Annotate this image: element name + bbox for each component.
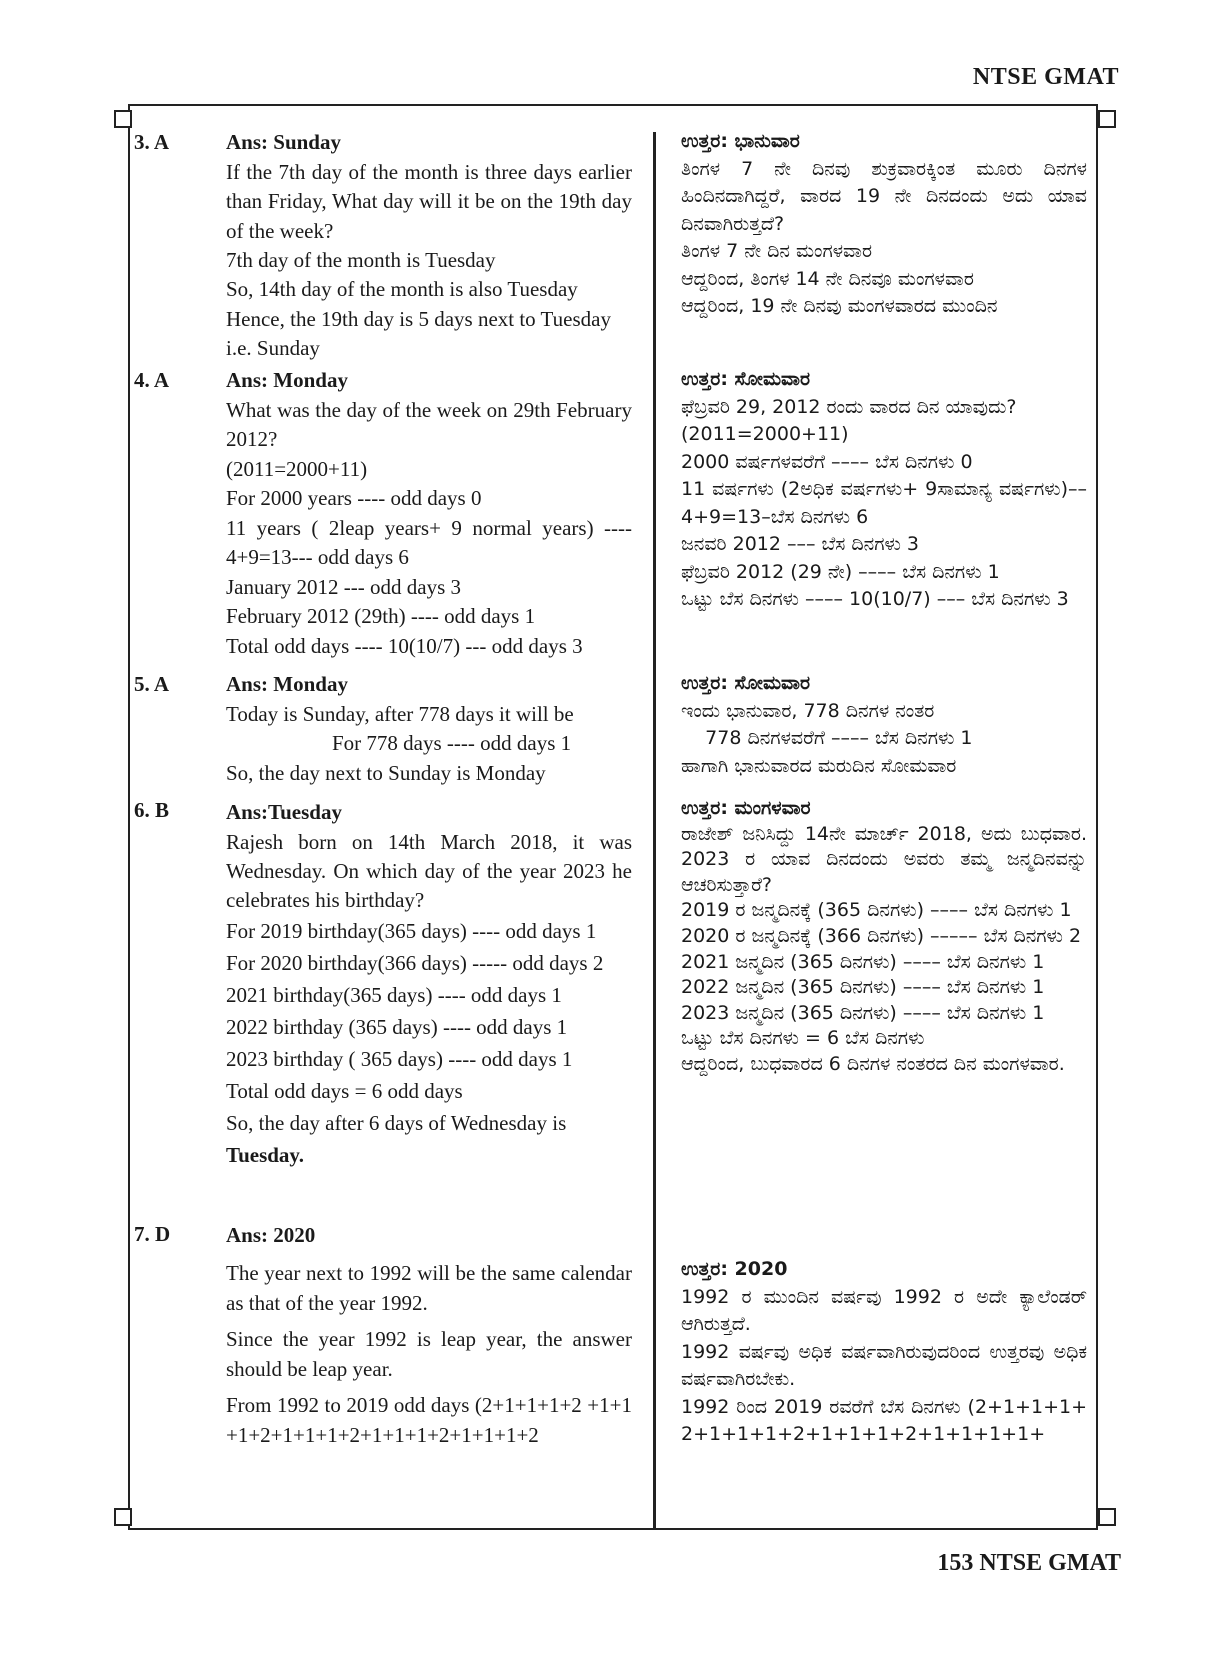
kannada-solution-line: ಆದ್ದರಿಂದ, 19 ನೇ ದಿನವು ಮಂಗಳವಾರದ ಮುಂದಿನ	[681, 295, 998, 317]
solution-line: February 2012 (29th) ---- odd days 1	[226, 604, 536, 628]
kannada-answer-3	[681, 128, 1087, 366]
kannada-solution-line: ಜನವರಿ 2012 ––– ಬೆಸ ದಿನಗಳು 3	[681, 533, 920, 555]
page-header: NTSE GMAT	[972, 64, 1119, 90]
solution-line: 7th day of the month is Tuesday	[226, 247, 496, 272]
kannada-answer-4	[681, 366, 1087, 670]
kannada-answer-6	[681, 796, 1087, 1256]
solution-line: Total odd days = 6 odd days	[226, 1079, 463, 1103]
answer-heading: Ans: Monday	[226, 672, 348, 696]
kannada-solution-line: (2011=2000+11)	[681, 423, 849, 445]
question-number: 5. A	[134, 672, 170, 696]
kannada-solution-line: 2020 ರ ಜನ್ಮದಿನಕ್ಕೆ (366 ದಿನಗಳು) ––––– ಬೆಸ ದಿನಗಳು 2	[681, 924, 1082, 947]
kannada-question-text: ಇಂದು ಭಾನುವಾರ, 778 ದಿನಗಳ ನಂತರ	[681, 699, 935, 722]
solution-line: (2011=2000+11)	[226, 456, 368, 481]
frame-corner-ornament	[1098, 1508, 1116, 1526]
kannada-solution-line: ಆದ್ದರಿಂದ, ಬುಧವಾರದ 6 ದಿನಗಳ ನಂತರದ ದಿನ ಮಂಗಳವಾರ.	[681, 1052, 1065, 1075]
english-column	[134, 128, 632, 1450]
question-5	[134, 670, 632, 796]
kannada-answer-5	[681, 670, 1087, 796]
question-text: What was the day of the week on 29th February 2012?	[226, 397, 632, 451]
solution-line: i.e. Sunday	[226, 336, 320, 360]
kannada-solution-line: 1992 ವರ್ಷವು ಅಧಿಕ ವರ್ಷವಾಗಿರುವುದರಿಂದ ಉತ್ತರವು ಅಧಿಕ ವರ್ಷವಾಗಿರಬೇಕು.	[681, 1340, 1087, 1390]
solution-line: For 2019 birthday(365 days) ---- odd days 1	[226, 919, 597, 943]
kannada-answer-heading: ಉತ್ತರ: ಸೋಮವಾರ	[681, 368, 811, 390]
kannada-solution-line: 2022 ಜನ್ಮದಿನ (365 ದಿನಗಳು) –––– ಬೆಸ ದಿನಗಳು 1	[681, 976, 1045, 999]
kannada-solution-line: ತಿಂಗಳ 7 ನೇ ದಿನ ಮಂಗಳವಾರ	[681, 240, 873, 262]
question-number: 3. A	[134, 130, 170, 154]
column-divider	[653, 132, 656, 1528]
kannada-solution-line: 1992 ರ ಮುಂದಿನ ವರ್ಷವು 1992 ರ ಅದೇ ಕ್ಯಾಲೆಂಡರ್ ಆಗಿರುತ್ತದೆ.	[681, 1285, 1087, 1335]
kannada-solution-line: ಫೆಬ್ರವರಿ 2012 (29 ನೇ) –––– ಬೆಸ ದಿನಗಳು 1	[681, 560, 1000, 583]
solution-line: For 778 days ---- odd days 1	[332, 731, 572, 755]
question-text: If the 7th day of the month is three days earlier than Friday, What day will it be on the 19th day of the week?	[226, 159, 632, 243]
solution-conclusion: Tuesday.	[226, 1143, 305, 1167]
kannada-solution-line: 11 ವರ್ಷಗಳು (2ಅಧಿಕ ವರ್ಷಗಳು+ 9ಸಾಮಾನ್ಯ ವರ್ಷಗಳು)––4+9=13–ಬೆಸ ದಿನಗಳು 6	[681, 478, 1087, 528]
question-text: Today is Sunday, after 778 days it will be	[226, 701, 574, 726]
solution-line: January 2012 --- odd days 3	[226, 574, 462, 599]
solution-line: 2023 birthday ( 365 days) ---- odd days 1	[226, 1047, 573, 1071]
solution-line: Total odd days ---- 10(10/7) --- odd days 3	[226, 633, 583, 658]
kannada-answer-heading: ಉತ್ತರ: ಸೋಮವಾರ	[681, 672, 811, 694]
solution-line: Since the year 1992 is leap year, the answer should be leap year.	[226, 1327, 632, 1381]
kannada-solution-line: ಒಟ್ಟು ಬೆಸ ದಿನಗಳು –––– 10(10/7) ––– ಬೆಸ ದಿನಗಳು 3	[681, 588, 1069, 610]
kannada-solution-line: 778 ದಿನಗಳವರೆಗೆ –––– ಬೆಸ ದಿನಗಳು 1	[681, 727, 973, 749]
frame-corner-ornament	[1098, 110, 1116, 128]
page-footer: 153 NTSE GMAT	[937, 1550, 1121, 1576]
question-4	[134, 366, 632, 670]
question-text: Rajesh born on 14th March 2018, it was Wednesday. On which day of the year 2023 he celebrates his birthday?	[226, 830, 632, 912]
kannada-answer-7	[681, 1256, 1087, 1449]
kannada-column	[681, 128, 1087, 1449]
solution-line: 11 years ( 2leap years+ 9 normal years) ---- 4+9=13--- odd days 6	[226, 515, 632, 569]
question-6	[134, 796, 632, 1220]
question-7	[134, 1220, 632, 1450]
question-3	[134, 128, 632, 366]
kannada-question-text: ತಿಂಗಳ 7 ನೇ ದಿನವು ಶುಕ್ರವಾರಕ್ಕಿಂತ ಮೂರು ದಿನಗಳ ಹಿಂದಿನದಾಗಿದ್ದರೆ, ವಾರದ 19 ನೇ ದಿನದಂದು ಅದು ಯಾವ ದಿನವಾಗಿರುತ್ತದೆ?	[681, 157, 1087, 235]
kannada-solution-line: 2019 ರ ಜನ್ಮದಿನಕ್ಕೆ (365 ದಿನಗಳು) –––– ಬೆಸ ದಿನಗಳು 1	[681, 899, 1072, 922]
solution-line: For 2020 birthday(366 days) ----- odd days 2	[226, 951, 604, 975]
kannada-solution-line: ಒಟ್ಟು ಬೆಸ ದಿನಗಳು = 6 ಬೆಸ ದಿನಗಳು	[681, 1027, 925, 1050]
kannada-solution-line: 1992 ರಿಂದ 2019 ರವರೆಗೆ ಬೆಸ ದಿನಗಳು (2+1+1+1+2+1+1+1+2+1+1+1+2+1+1+1+1+	[681, 1395, 1087, 1445]
question-number: 4. A	[134, 368, 170, 392]
solution-line: 2021 birthday(365 days) ---- odd days 1	[226, 983, 562, 1007]
solution-line: So, the day next to Sunday is Monday	[226, 760, 546, 785]
solution-line: 2022 birthday (365 days) ---- odd days 1	[226, 1015, 568, 1039]
solution-line: So, 14th day of the month is also Tuesday	[226, 277, 578, 301]
kannada-solution-line: 2021 ಜನ್ಮದಿನ (365 ದಿನಗಳು) –––– ಬೆಸ ದಿನಗಳು 1	[681, 950, 1045, 973]
kannada-answer-heading: ಉತ್ತರ: ಭಾನುವಾರ	[681, 130, 800, 152]
kannada-question-text: ರಾಜೇಶ್ ಜನಿಸಿದ್ದು 14ನೇ ಮಾರ್ಚ್ 2018, ಅದು ಬುಧವಾರ. 2023 ರ ಯಾವ ದಿನದಂದು ಅವರು ತಮ್ಮ ಜನ್ಮದಿನವನ್ನು ಆಚರಿಸುತ್ತಾರೆ?	[681, 822, 1087, 896]
answer-heading: Ans: Monday	[226, 368, 348, 392]
frame-corner-ornament	[114, 1508, 132, 1526]
kannada-solution-line: ಹಾಗಾಗಿ ಭಾನುವಾರದ ಮರುದಿನ ಸೋಮವಾರ	[681, 754, 957, 777]
solution-line: For 2000 years ---- odd days 0	[226, 486, 482, 510]
solution-line: The year next to 1992 will be the same calendar as that of the year 1992.	[226, 1261, 632, 1315]
kannada-question-text: ಫೆಬ್ರವರಿ 29, 2012 ರಂದು ವಾರದ ದಿನ ಯಾವುದು?	[681, 395, 1017, 418]
kannada-solution-line: 2023 ಜನ್ಮದಿನ (365 ದಿನಗಳು) –––– ಬೆಸ ದಿನಗಳು 1	[681, 1001, 1045, 1024]
answer-heading: Ans: Sunday	[226, 130, 341, 154]
frame-corner-ornament	[114, 110, 132, 128]
answer-heading: Ans: 2020	[226, 1223, 316, 1247]
answer-heading: Ans:Tuesday	[226, 800, 342, 824]
question-number: 6. B	[134, 798, 170, 822]
kannada-solution-line: 2000 ವರ್ಷಗಳವರೆಗೆ –––– ಬೆಸ ದಿನಗಳು 0	[681, 450, 973, 473]
kannada-solution-line: ಆದ್ದರಿಂದ, ತಿಂಗಳ 14 ನೇ ದಿನವೂ ಮಂಗಳವಾರ	[681, 267, 974, 290]
kannada-answer-heading: ಉತ್ತರ: ಮಂಗಳವಾರ	[681, 797, 811, 819]
solution-line: So, the day after 6 days of Wednesday is	[226, 1111, 567, 1135]
solution-line: Hence, the 19th day is 5 days next to Tuesday	[226, 306, 611, 331]
solution-line: From 1992 to 2019 odd days (2+1+1+1+2 +1+1+1+2+1+1+1+2+1+1+1+2+1+1+1+2	[226, 1393, 632, 1447]
kannada-answer-heading: ಉತ್ತರ: 2020	[681, 1258, 788, 1280]
question-number: 7. D	[134, 1222, 171, 1246]
